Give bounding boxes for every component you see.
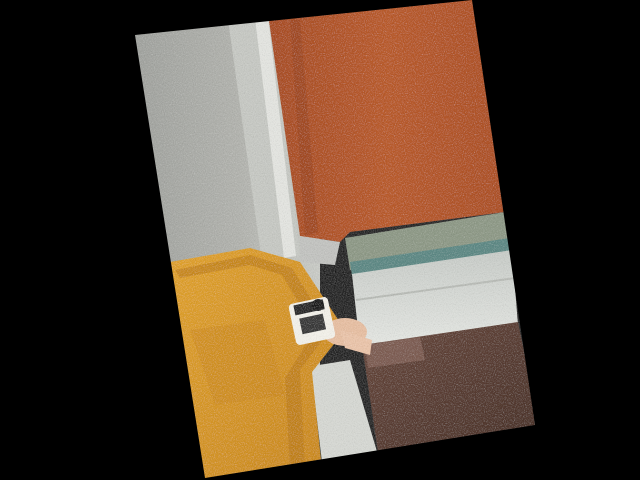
brown-panel [362,322,540,452]
held-object [288,296,336,345]
photo-content [120,0,540,480]
